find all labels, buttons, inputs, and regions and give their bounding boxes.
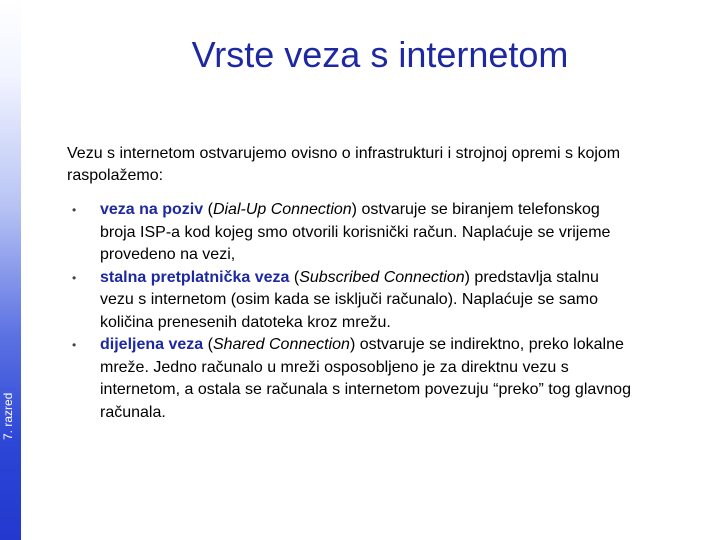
bullet-english-term: Subscribed Connection	[299, 268, 465, 286]
bullet-item-subscribed	[70, 267, 632, 335]
bullet-paren-open: (	[203, 336, 213, 353]
bullet-term: dijeljena veza	[100, 336, 204, 353]
intro-paragraph: Vezu s internetom ostvarujemo ovisno o infrastrukturi i strojnoj opremi s kojom raspolažemo:	[67, 145, 621, 184]
bullet-english-term: Shared Connection	[212, 336, 350, 353]
bullet-paren-open: (	[203, 201, 213, 218]
bullet-item-dial-up	[70, 199, 632, 267]
bullet-dot-icon: •	[72, 270, 77, 285]
slide-title: Vrste veza s internetom	[191, 34, 569, 75]
bullet-term: veza na poziv	[100, 201, 204, 218]
bullet-description: ) ostvaruje se biranjem telefonskog broja ISP-a kod kojeg smo otvorili korisnički račun. Naplaćuje se vrijeme provedeno na vezi,	[100, 201, 611, 263]
bullet-description: ) ostvaruje se indirektno, preko lokalne mreže. Jedno računalo u mreži osposobljeno je za direktnu vezu s internetom, a ostala se računala s internetom povezuju “preko” tog glavnog računala.	[100, 336, 631, 421]
bullet-dot-icon: •	[72, 338, 77, 352]
bullet-item-shared	[70, 334, 632, 424]
bullet-list	[70, 199, 632, 424]
bullet-paren-open: (	[289, 268, 300, 286]
side-grade-label: 7. razred	[1, 392, 15, 440]
side-gradient-bar	[0, 0, 21, 540]
bullet-english-term: Dial-Up Connection	[212, 201, 352, 218]
bullet-term: stalna pretplatnička veza	[100, 268, 290, 286]
bullet-dot-icon: •	[72, 203, 77, 217]
bullet-description: ) predstavlja stalnu vezu s internetom (osim kada se isključi računalo). Naplaćuje se samo količina prenesenih datoteka kroz mrežu.	[100, 268, 599, 331]
